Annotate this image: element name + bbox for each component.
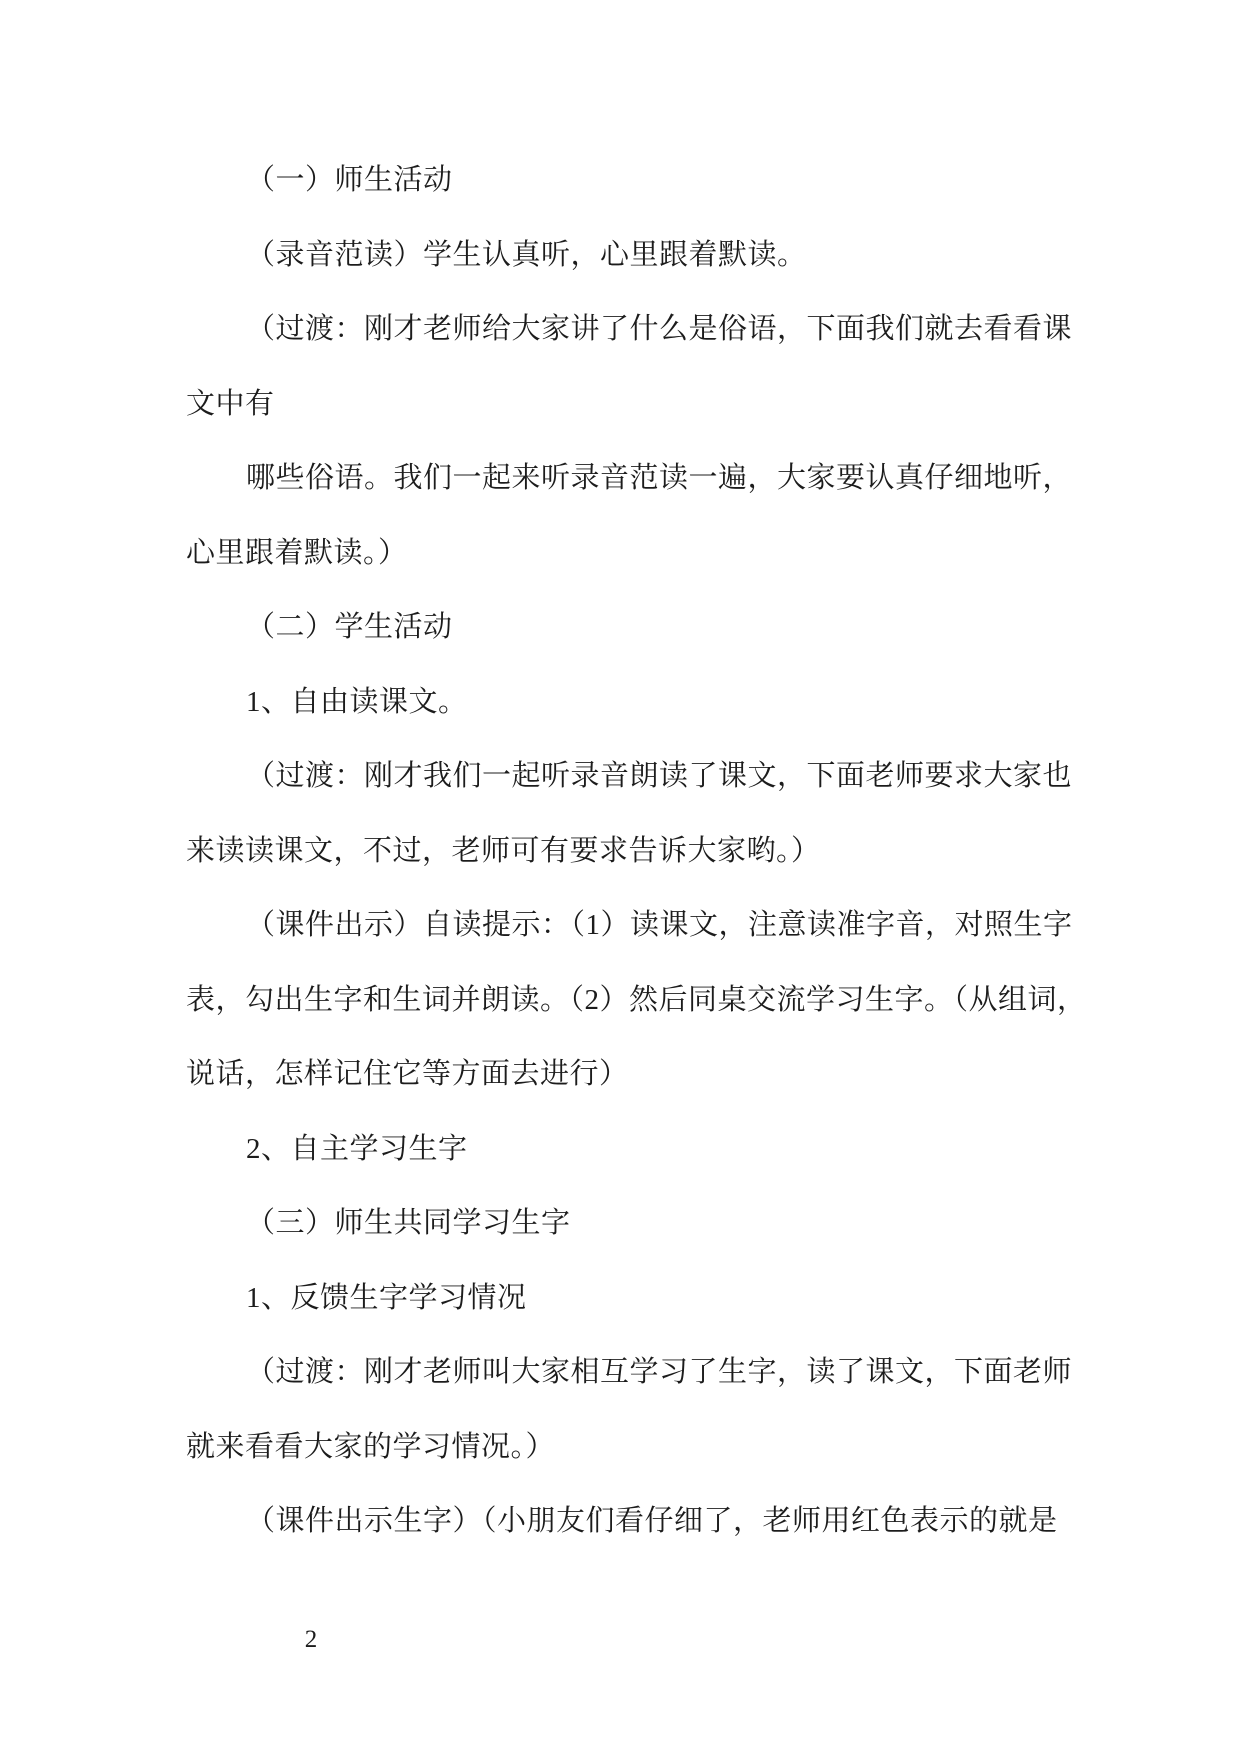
text-line: 文中有 [186,387,275,420]
page-number: 2 [304,1626,318,1653]
text-line: 哪些俗语。我们一起来听录音范读一遍，大家要认真仔细地听， [246,462,1073,494]
text-line: （课件出示生字）（小朋友们看仔细了，老师用红色表示的就是 [246,1505,1058,1537]
text-line: 1、反馈生字学习情况 [246,1281,527,1314]
document-body [186,143,1181,1559]
text-line: 2、自主学习生字 [246,1132,468,1165]
text-line: （过渡：刚才老师给大家讲了什么是俗语，下面我们就去看看课 [246,313,1073,345]
text-line: 来读读课文，不过，老师可有要求告诉大家哟。） [186,834,821,867]
text-line: 表，勾出生字和生词并朗读。（2）然后同桌交流学习生字。（从组词， [186,983,1087,1016]
text-line: （过渡：刚才我们一起听录音朗读了课文，下面老师要求大家也 [246,760,1073,792]
text-line: （过渡：刚才老师叫大家相互学习了生字，读了课文，下面老师 [246,1356,1073,1388]
text-line: 1、自由读课文。 [246,685,468,718]
text-line: （一）师生活动 [246,164,453,196]
text-line: （课件出示）自读提示：（1）读课文，注意读准字音，对照生字 [246,909,1073,941]
text-line: 就来看看大家的学习情况。） [186,1430,556,1463]
text-line: 说话，怎样记住它等方面去进行） [186,1058,629,1090]
text-line: （二）学生活动 [246,611,453,643]
text-line: （三）师生共同学习生字 [246,1207,571,1239]
text-line: 心里跟着默读。） [186,536,408,569]
text-line: （录音范读）学生认真听，心里跟着默读。 [246,238,807,271]
